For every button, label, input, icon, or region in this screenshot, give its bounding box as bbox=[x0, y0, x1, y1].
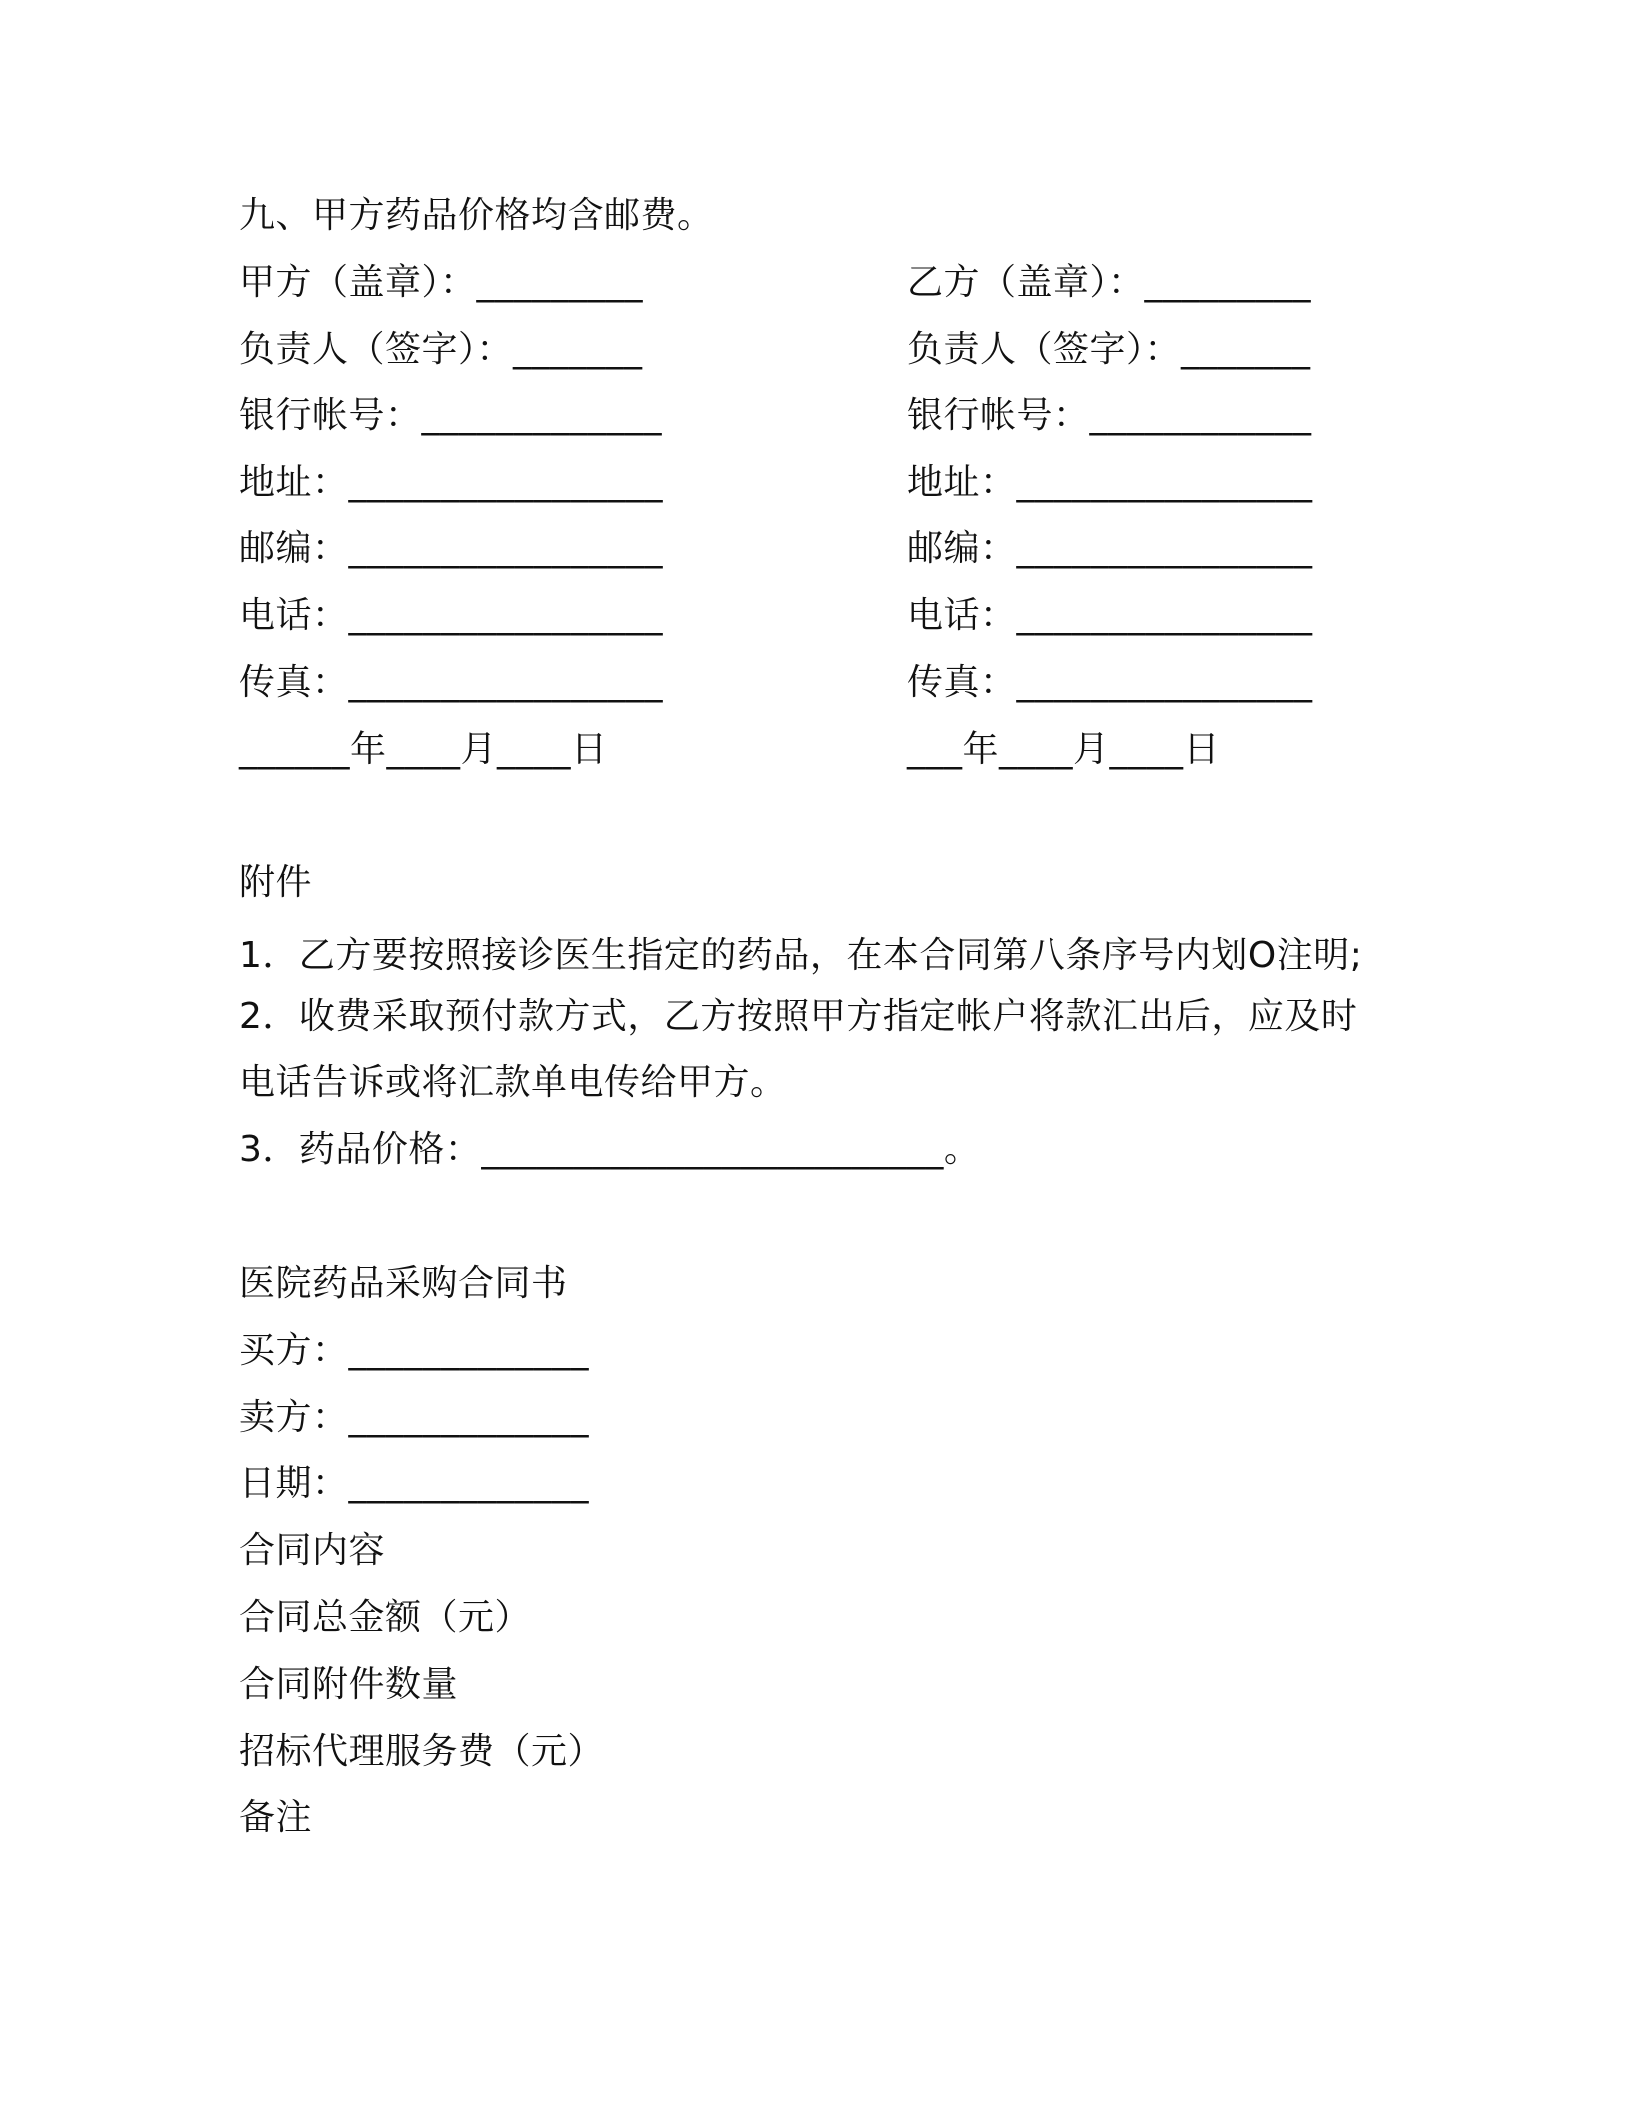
party-a-bank-account: 银行帐号：_____________ bbox=[239, 395, 663, 436]
clause-nine: 九、甲方药品价格均含邮费。 bbox=[239, 195, 714, 236]
party-a-fax: 传真：_________________ bbox=[239, 662, 664, 703]
party-b-phone: 电话：________________ bbox=[907, 595, 1313, 636]
contract-buyer: 买方：_____________ bbox=[239, 1330, 590, 1371]
attachment-heading: 附件 bbox=[239, 862, 313, 903]
party-b-date: ___年____月____日 bbox=[907, 729, 1221, 770]
party-b-seal: 乙方（盖章）：_________ bbox=[907, 262, 1312, 303]
contract-attachment-count: 合同附件数量 bbox=[239, 1664, 459, 1705]
contract-title: 医院药品采购合同书 bbox=[239, 1263, 568, 1304]
party-a-seal: 甲方（盖章）：_________ bbox=[239, 262, 644, 303]
party-a-signer: 负责人（签字）：_______ bbox=[239, 329, 643, 370]
party-b-address: 地址：________________ bbox=[907, 462, 1313, 503]
contract-seller: 卖方：_____________ bbox=[239, 1397, 590, 1438]
party-a-postcode: 邮编：_________________ bbox=[239, 528, 664, 569]
party-b-bank-account: 银行帐号：____________ bbox=[907, 395, 1312, 436]
attachment-item-2-line-1: 2．收费采取预付款方式，乙方按照甲方指定帐户将款汇出后，应及时 bbox=[239, 996, 1358, 1037]
party-a-address: 地址：_________________ bbox=[239, 462, 664, 503]
contract-agency-fee: 招标代理服务费（元） bbox=[239, 1731, 605, 1772]
party-a-date: ______年____月____日 bbox=[239, 729, 608, 770]
contract-content: 合同内容 bbox=[239, 1530, 386, 1571]
attachment-item-1: 1．乙方要按照接诊医生指定的药品，在本合同第八条序号内划O注明; bbox=[239, 935, 1363, 976]
party-a-phone: 电话：_________________ bbox=[239, 595, 664, 636]
contract-remarks: 备注 bbox=[239, 1797, 313, 1838]
attachment-item-3: 3．药品价格：_________________________。 bbox=[239, 1129, 981, 1170]
party-b-signer: 负责人（签字）：_______ bbox=[907, 329, 1311, 370]
attachment-item-2-line-2: 电话告诉或将汇款单电传给甲方。 bbox=[239, 1062, 787, 1103]
contract-total-amount: 合同总金额（元） bbox=[239, 1597, 532, 1638]
contract-date: 日期：_____________ bbox=[239, 1463, 590, 1504]
party-b-fax: 传真：________________ bbox=[907, 662, 1313, 703]
party-b-postcode: 邮编：________________ bbox=[907, 528, 1313, 569]
